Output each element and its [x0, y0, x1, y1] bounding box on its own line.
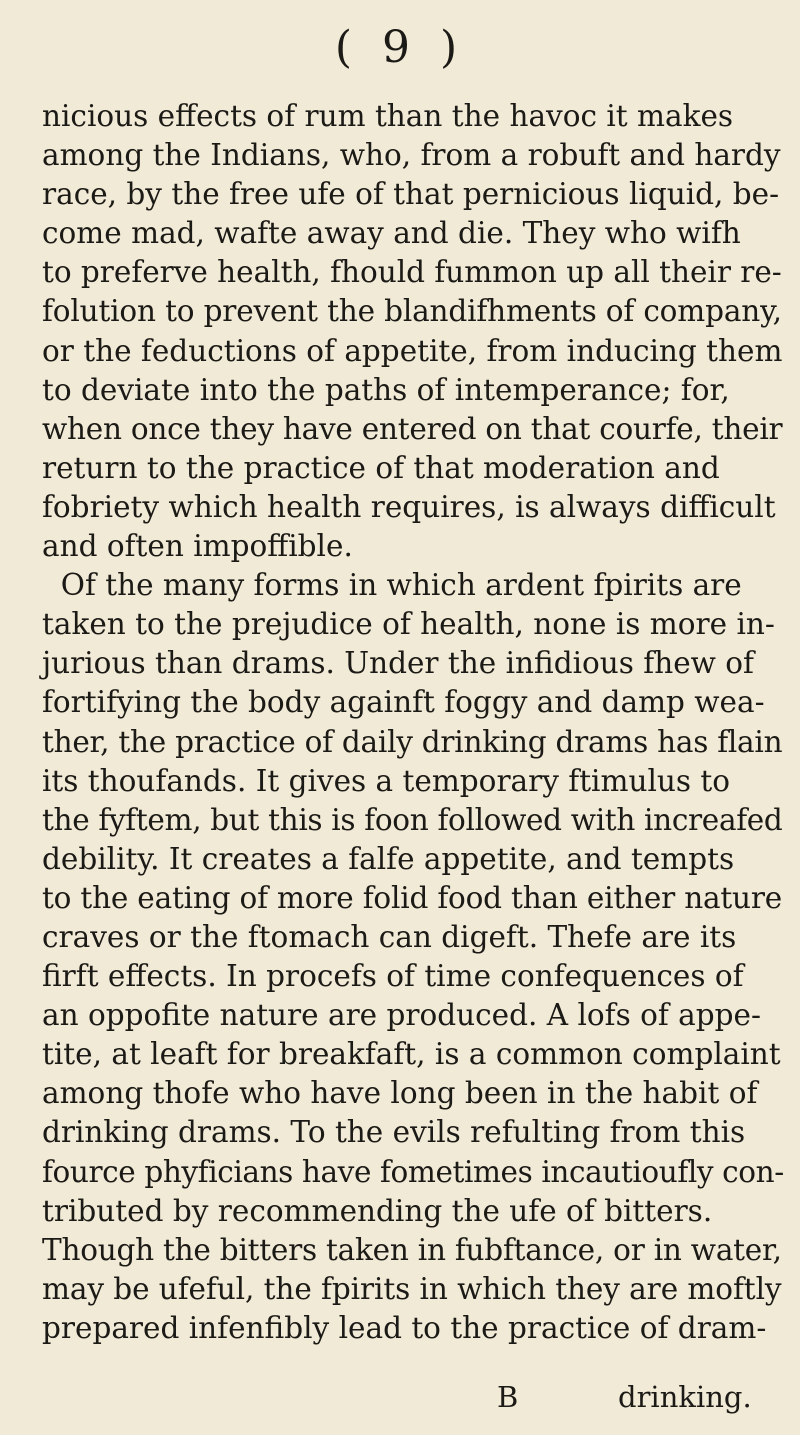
- text-line: prepared infenfibly lead to the practice of dram-: [42, 1310, 767, 1345]
- text-line: return to the practice of that moderation and: [42, 450, 720, 485]
- text-line: the fyftem, but this is foon followed with increafed: [42, 802, 783, 837]
- text-line: to deviate into the paths of intemperance; for,: [42, 372, 730, 407]
- text-line: to the eating of more folid food than either nature: [42, 880, 783, 915]
- page-number: ( 9 ): [334, 22, 466, 73]
- text-line: craves or the ftomach can digeft. Thefe are its: [42, 919, 737, 954]
- text-line: tite, at leaft for breakfaft, is a common complaint: [42, 1037, 781, 1072]
- text-line: Though the bitters taken in fubftance, or in water,: [42, 1232, 782, 1267]
- text-line: drinking drams. To the evils refulting from this: [42, 1115, 746, 1150]
- text-line: firft effects. In procefs of time confequences of: [42, 959, 744, 994]
- text-line: race, by the free ufe of that pernicious liquid, be-: [42, 177, 780, 212]
- text-line: fource phyficians have fometimes incautioufly con-: [42, 1154, 784, 1189]
- text-line: may be ufeful, the fpirits in which they are moftly: [42, 1271, 782, 1306]
- text-line: jurious than drams. Under the infidious fhew of: [42, 646, 754, 681]
- text-line: fobriety which health requires, is always difficult: [42, 489, 776, 524]
- text-line: nicious effects of rum than the havoc it makes: [42, 99, 734, 133]
- text-line: when once they have entered on that courfe, their: [42, 411, 783, 446]
- page-footer: [0, 1377, 800, 1421]
- text-line: and often impoffible.: [42, 529, 353, 564]
- text-line: among the Indians, who, from a robuft and hardy: [42, 138, 781, 173]
- signature-mark: B: [497, 1380, 519, 1414]
- text-line: folution to prevent the blandifhments of company,: [42, 294, 782, 329]
- text-line: among thofe who have long been in the habit of: [42, 1076, 758, 1111]
- catchword: drinking.: [618, 1380, 752, 1414]
- text-line: tributed by recommending the ufe of bitters.: [42, 1193, 713, 1228]
- text-line: taken to the prejudice of health, none is more in-: [42, 607, 775, 642]
- text-line: to preferve health, fhould fummon up all their re-: [42, 255, 782, 290]
- body-text: [42, 97, 782, 1348]
- text-line: its thoufands. It gives a temporary ftimulus to: [42, 763, 731, 798]
- text-line: fortifying the body againft foggy and damp wea-: [42, 685, 765, 720]
- text-line: ther, the practice of daily drinking drams has flain: [42, 724, 783, 759]
- text-line: Of the many forms in which ardent fpirits are: [42, 568, 742, 603]
- text-line: come mad, wafte away and die. They who wifh: [42, 216, 741, 251]
- text-line: an oppofite nature are produced. A lofs of appe-: [42, 998, 761, 1033]
- text-line: debility. It creates a falfe appetite, and tempts: [42, 841, 735, 876]
- text-line: or the feductions of appetite, from inducing them: [42, 333, 783, 368]
